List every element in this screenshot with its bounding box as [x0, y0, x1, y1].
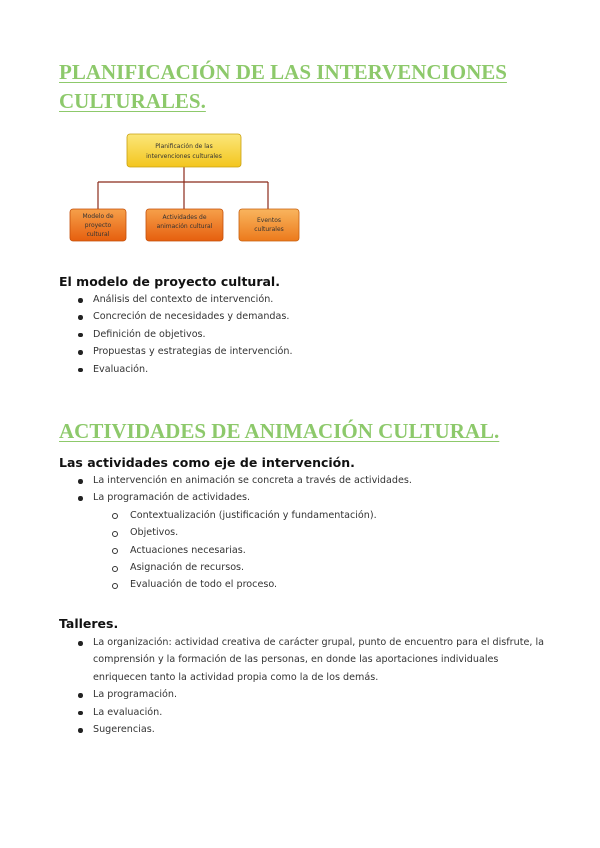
- heading-eje-intervencion: Las actividades como eje de intervención.: [59, 455, 355, 470]
- section-title-actividades: ACTIVIDADES DE ANIMACIÓN CULTURAL.: [59, 419, 500, 443]
- diagram-node-eventos: [239, 209, 299, 241]
- list-item: Concreción de necesidades y demandas.: [75, 308, 545, 325]
- list-item: La intervención en animación se concreta a través de actividades.: [75, 472, 545, 489]
- org-chart-diagram: [0, 0, 600, 260]
- list-item: Propuestas y estrategias de intervención.: [75, 343, 545, 360]
- node3-line2: culturales: [254, 226, 284, 233]
- diagram-root-node: [127, 134, 241, 167]
- list-item: La evaluación.: [75, 704, 545, 721]
- sublist-programacion: [93, 507, 545, 594]
- node1-line3: cultural: [86, 231, 110, 238]
- list-talleres: [75, 634, 545, 738]
- list-item: Evaluación.: [75, 361, 545, 378]
- root-line2: intervenciones culturales: [146, 153, 222, 160]
- section-title-planificacion: PLANIFICACIÓN DE LAS INTERVENCIONES CULTURALES.: [59, 60, 507, 113]
- root-line1: Planificación de las: [155, 143, 213, 150]
- list-item: [75, 489, 545, 593]
- sublist-item: Objetivos.: [93, 524, 545, 541]
- node1-line1: Modelo de: [82, 213, 114, 220]
- sublist-item: Asignación de recursos.: [93, 559, 545, 576]
- list-eje: [75, 472, 545, 594]
- node2-line1: Actividades de: [162, 214, 207, 221]
- node1-line2: proyecto: [84, 222, 112, 229]
- heading-modelo-proyecto: El modelo de proyecto cultural.: [59, 274, 280, 289]
- list-modelo: [75, 291, 545, 378]
- sublist-item: Actuaciones necesarias.: [93, 542, 545, 559]
- list-item: Sugerencias.: [75, 721, 545, 738]
- sublist-item: Evaluación de todo el proceso.: [93, 576, 545, 593]
- list-item: La organización: actividad creativa de carácter grupal, punto de encuentro para el disfrute, la comprensión y la formación de las personas, en donde las aportaciones individuales enriquecen tanto la actividad propia como la de los demás.: [75, 634, 545, 686]
- node2-line2: animación cultural: [156, 223, 213, 230]
- sublist-item: Contextualización (justificación y fundamentación).: [93, 507, 545, 524]
- connector-lines: [98, 167, 268, 209]
- list-item: Análisis del contexto de intervención.: [75, 291, 545, 308]
- list-item-label: La programación de actividades.: [93, 492, 251, 504]
- list-item: Definición de objetivos.: [75, 326, 545, 343]
- node3-line1: Eventos: [257, 217, 281, 224]
- diagram-node-actividades: [146, 209, 223, 241]
- list-item: La programación.: [75, 686, 545, 703]
- heading-talleres: Talleres.: [59, 616, 119, 631]
- diagram-node-modelo: [70, 209, 126, 241]
